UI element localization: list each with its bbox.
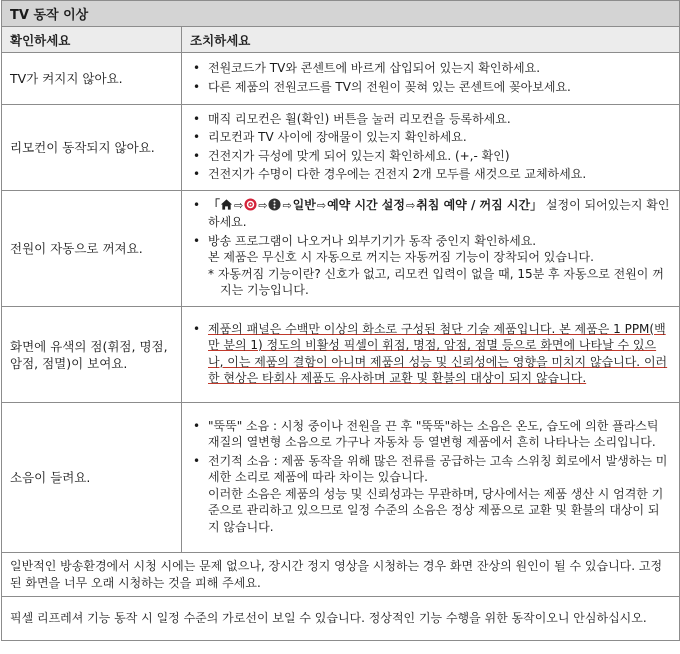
- table-row: [2, 191, 680, 307]
- footer-row: [2, 553, 680, 597]
- noise-note: 이러한 소음은 제품의 성능 및 신뢰성과는 무관하며, 당사에서는 제품 생산 시 엄격한 기준으로 관리하고 있으므로 일정 수준의 소음은 정상 제품으로 교환 및 환불의 대상이 되지 않습니다.: [208, 486, 664, 534]
- footer-note-afterimage: 일반적인 방송환경에서 시청 시에는 문제 없으나, 장시간 정지 영상을 시청하는 경우 화면 잔상의 원인이 될 수 있습니다. 고정된 화면을 너무 오래 시청하는 것을 피해 주세요.: [2, 553, 680, 597]
- more-icon: [268, 198, 281, 211]
- troubleshooting-table: [1, 0, 680, 641]
- arrow-icon: ⇨: [282, 198, 292, 212]
- table-row: [2, 307, 680, 403]
- problem-cell: 소음이 들려요.: [2, 403, 182, 553]
- problem-cell: 리모컨이 동작되지 않아요.: [2, 105, 182, 191]
- home-icon: [220, 198, 233, 211]
- path-tail: 설정이 되어있는지 확인하세요.: [208, 197, 670, 229]
- list-item: • "뚝뚝" 소음 : 시청 중이나 전원을 끈 후 "뚝뚝"하는 소음은 온도, 습도에 의한 플라스틱 재질의 열변형 소음으로 가구나 자동차 등 열변형 제품에서 흔히 나타나는 소리입니다.: [190, 418, 671, 451]
- path-onoff: 취침 예약 / 꺼짐 시간: [416, 197, 531, 212]
- problem-cell: TV가 켜지지 않아요.: [2, 53, 182, 105]
- table-row: [2, 53, 680, 105]
- settings-icon: [244, 198, 257, 211]
- arrow-icon: ⇨: [234, 198, 244, 212]
- table-row: [2, 105, 680, 191]
- list-item: • 전원코드가 TV와 콘센트에 바르게 삽입되어 있는지 확인하세요.: [190, 60, 671, 77]
- table-row: [2, 403, 680, 553]
- problem-cell: 전원이 자동으로 꺼져요.: [2, 191, 182, 307]
- list-item: • 전기적 소음 : 제품 동작을 위해 많은 전류를 공급하는 고속 스위칭 회로에서 발생하는 미세한 소리로 제품에 따라 차이는 있습니다. 이러한 소음은 제품의 성능 및 신뢰성과는 무관하며, 당사에서는 제품 생산 시 엄격한 기준으로 관리하고 있으므로 일정 수준의 소음은 정상 제품으로 교환 및 환불의 대상이 되지 않습니다.: [190, 453, 671, 536]
- footer-row: [2, 597, 680, 641]
- list-item: • 방송 프로그램이 나오거나 외부기기가 동작 중인지 확인하세요. 본 제품은 무신호 시 자동으로 꺼지는 자동꺼짐 기능이 장착되어 있습니다. * 자동꺼짐 기능이란? 신호가 없고, 리모컨 입력이 없을 때, 15분 후 자동으로 전원이 꺼지는 기능입니다.: [190, 233, 671, 299]
- problem-cell: 화면에 유색의 점(휘점, 명점, 암점, 점멸)이 보여요.: [2, 307, 182, 403]
- list-item: • 다른 제품의 전원코드를 TV의 전원이 꽂혀 있는 콘센트에 꽂아보세요.: [190, 79, 671, 96]
- list-item-settings-path: • 「 ⇨ ⇨ ⇨일반⇨예약 시간 설정⇨취침 예약 / 꺼짐 시간」 설정이 되어있는지 확인하세요.: [190, 197, 671, 231]
- action-cell: [182, 191, 680, 307]
- action-cell: [182, 105, 680, 191]
- action-cell: [182, 403, 680, 553]
- list-item: • 건전지가 극성에 맞게 되어 있는지 확인하세요. (+,- 확인): [190, 148, 671, 165]
- arrow-icon: ⇨: [406, 198, 416, 212]
- list-item: • 매직 리모컨은 휠(확인) 버튼을 눌러 리모컨을 등록하세요.: [190, 111, 671, 128]
- path-general: 일반: [292, 197, 316, 212]
- list-item: • 리모컨과 TV 사이에 장애물이 있는지 확인하세요.: [190, 129, 671, 146]
- path-schedule: 예약 시간 설정: [327, 197, 405, 212]
- action-cell: [182, 53, 680, 105]
- auto-off-desc: 본 제품은 무신호 시 자동으로 꺼지는 자동꺼짐 기능이 장착되어 있습니다.: [208, 250, 594, 264]
- column-header-check: 확인하세요: [2, 27, 182, 53]
- arrow-icon: ⇨: [316, 198, 327, 212]
- list-item: • 건전지가 수명이 다한 경우에는 건전지 2개 모두를 새것으로 교체하세요.: [190, 166, 671, 183]
- column-header-action: 조치하세요: [182, 27, 680, 53]
- arrow-icon: ⇨: [258, 198, 268, 212]
- footer-note-pixel-refresher: 픽셀 리프레셔 기능 동작 시 일정 수준의 가로선이 보일 수 있습니다. 정상적인 기능 수행을 위한 동작이오니 안심하십시오.: [2, 597, 680, 641]
- table-title: TV 동작 이상: [2, 1, 680, 27]
- auto-off-note: * 자동꺼짐 기능이란? 신호가 없고, 리모컨 입력이 없을 때, 15분 후 자동으로 전원이 꺼지는 기능입니다.: [208, 266, 664, 297]
- list-item: • 제품의 패널은 수백만 이상의 화소로 구성된 첨단 기술 제품입니다. 본 제품은 1 PPM(백만 분의 1) 정도의 비활성 픽셀이 휘점, 명점, 암점, 점멸 등으로 화면에 나타날 수 있으나, 이는 제품의 결함이 아니며 제품의 성능 및 신뢰성에는 영향을 미치지 않습니다. 이러한 현상은 타회사 제품도 유사하며 교환 및 환불의 대상이 되지 않습니다.: [190, 321, 671, 387]
- action-cell: [182, 307, 680, 403]
